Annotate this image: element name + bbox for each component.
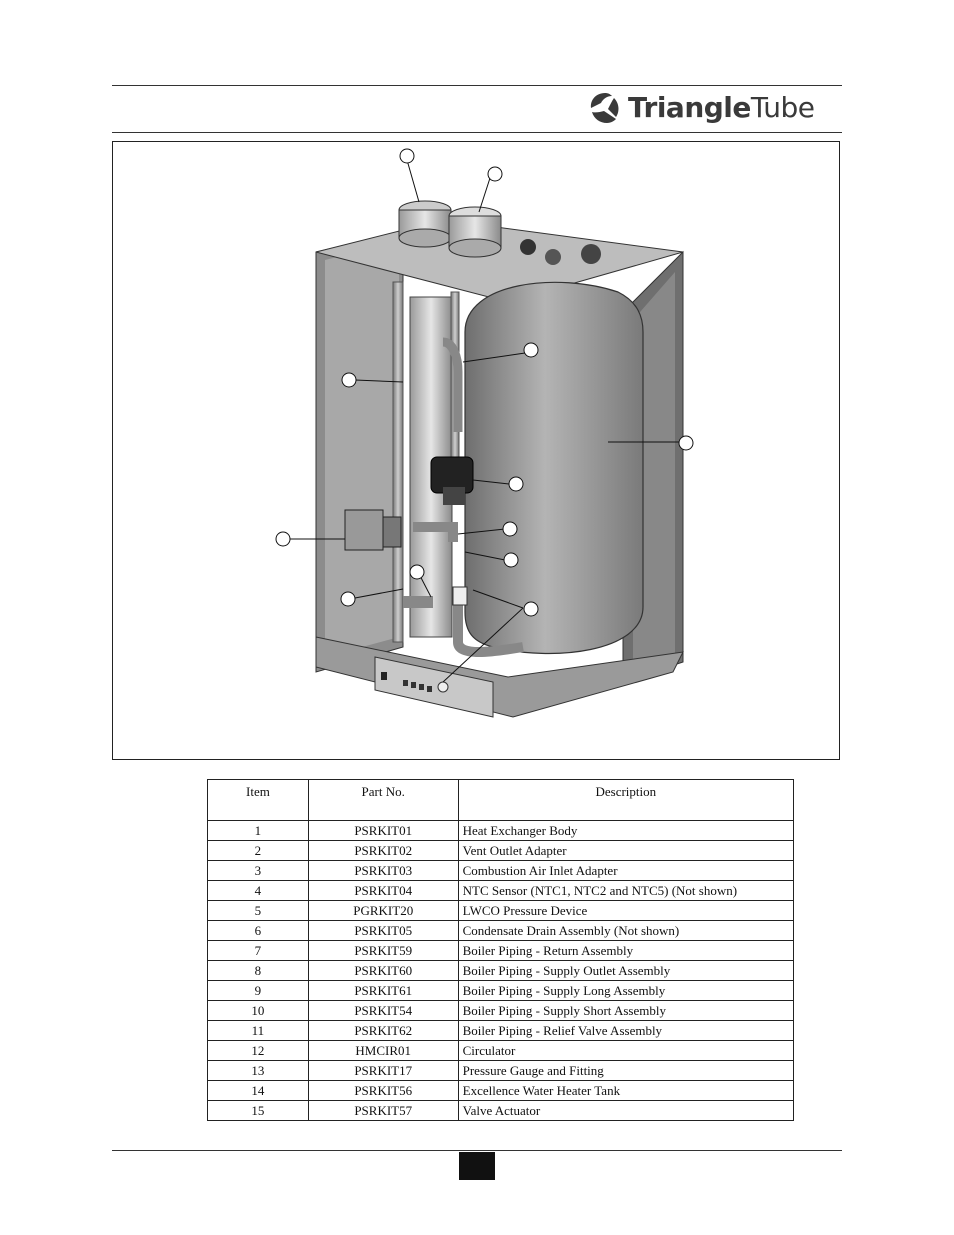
boiler-exploded-figure xyxy=(112,141,840,760)
parts-table xyxy=(207,779,794,1121)
cell-item: 12 xyxy=(208,1041,309,1061)
callout-circle xyxy=(509,477,523,491)
cell-item: 1 xyxy=(208,821,309,841)
return-pipe xyxy=(393,282,403,642)
callout-circle xyxy=(410,565,424,579)
cell-description: Boiler Piping - Supply Outlet Assembly xyxy=(458,961,793,981)
cell-item: 9 xyxy=(208,981,309,1001)
logo-wordmark xyxy=(628,90,815,126)
column-header-part-no: Part No. xyxy=(308,780,458,821)
water-heater-tank xyxy=(465,282,643,653)
cell-item: 10 xyxy=(208,1001,309,1021)
cell-description: Excellence Water Heater Tank xyxy=(458,1081,793,1101)
header-bottom-rule xyxy=(112,132,842,133)
air-inlet-adapter xyxy=(449,207,501,257)
table-row xyxy=(208,821,794,841)
cabinet-left-wall-inner xyxy=(325,242,399,657)
table-row xyxy=(208,961,794,981)
cell-part-no: PSRKIT17 xyxy=(308,1061,458,1081)
cell-part-no: PSRKIT59 xyxy=(308,941,458,961)
callout-circle xyxy=(524,602,538,616)
parts-table-header xyxy=(208,780,794,821)
cell-item: 4 xyxy=(208,881,309,901)
cell-part-no: PSRKIT01 xyxy=(308,821,458,841)
parts-table-body xyxy=(208,821,794,1121)
callout-circle xyxy=(504,553,518,567)
column-header-description: Description xyxy=(458,780,793,821)
logo-wordmark-bold: Triangle xyxy=(628,91,751,124)
cell-part-no: PSRKIT62 xyxy=(308,1021,458,1041)
callout-circle xyxy=(503,522,517,536)
table-row xyxy=(208,1021,794,1041)
cell-description: Valve Actuator xyxy=(458,1101,793,1121)
cell-item: 15 xyxy=(208,1101,309,1121)
cell-item: 5 xyxy=(208,901,309,921)
page-number-box xyxy=(459,1152,495,1180)
cell-part-no: PSRKIT05 xyxy=(308,921,458,941)
cell-description: NTC Sensor (NTC1, NTC2 and NTC5) (Not shown) xyxy=(458,881,793,901)
table-row xyxy=(208,921,794,941)
logo-wordmark-light: Tube xyxy=(750,91,815,124)
callout-circle xyxy=(342,373,356,387)
footer-rule xyxy=(112,1150,842,1151)
cell-description: Boiler Piping - Supply Short Assembly xyxy=(458,1001,793,1021)
cell-part-no: PGRKIT20 xyxy=(308,901,458,921)
cell-item: 2 xyxy=(208,841,309,861)
cell-description: Circulator xyxy=(458,1041,793,1061)
table-row xyxy=(208,1001,794,1021)
table-row xyxy=(208,841,794,861)
callout-circle xyxy=(400,149,414,163)
table-row xyxy=(208,1101,794,1121)
table-row xyxy=(208,901,794,921)
table-row xyxy=(208,861,794,881)
callout-circle xyxy=(341,592,355,606)
cell-item: 8 xyxy=(208,961,309,981)
cell-part-no: PSRKIT61 xyxy=(308,981,458,1001)
cell-item: 14 xyxy=(208,1081,309,1101)
table-row xyxy=(208,1041,794,1061)
cell-item: 7 xyxy=(208,941,309,961)
cell-description: Combustion Air Inlet Adapter xyxy=(458,861,793,881)
cell-description: Pressure Gauge and Fitting xyxy=(458,1061,793,1081)
triangle-tube-logo-icon xyxy=(588,91,622,125)
header-top-rule xyxy=(112,85,842,86)
cell-part-no: PSRKIT04 xyxy=(308,881,458,901)
cell-description: Boiler Piping - Relief Valve Assembly xyxy=(458,1021,793,1041)
callout-circle xyxy=(276,532,290,546)
callout-circle xyxy=(679,436,693,450)
cell-item: 13 xyxy=(208,1061,309,1081)
table-row xyxy=(208,981,794,1001)
cell-description: Boiler Piping - Return Assembly xyxy=(458,941,793,961)
cell-description: LWCO Pressure Device xyxy=(458,901,793,921)
cell-part-no: PSRKIT57 xyxy=(308,1101,458,1121)
cell-item: 11 xyxy=(208,1021,309,1041)
cell-part-no: HMCIR01 xyxy=(308,1041,458,1061)
cell-item: 3 xyxy=(208,861,309,881)
callout-circle xyxy=(524,343,538,357)
column-header-item: Item xyxy=(208,780,309,821)
boiler-illustration xyxy=(113,142,840,760)
cell-description: Heat Exchanger Body xyxy=(458,821,793,841)
table-row xyxy=(208,1081,794,1101)
cell-description: Condensate Drain Assembly (Not shown) xyxy=(458,921,793,941)
cell-part-no: PSRKIT03 xyxy=(308,861,458,881)
cell-part-no: PSRKIT60 xyxy=(308,961,458,981)
table-row xyxy=(208,1061,794,1081)
cell-part-no: PSRKIT56 xyxy=(308,1081,458,1101)
vent-outlet-adapter xyxy=(399,201,451,247)
callout-circle xyxy=(488,167,502,181)
cell-description: Vent Outlet Adapter xyxy=(458,841,793,861)
table-row xyxy=(208,941,794,961)
cell-description: Boiler Piping - Supply Long Assembly xyxy=(458,981,793,1001)
table-row xyxy=(208,881,794,901)
cell-item: 6 xyxy=(208,921,309,941)
cell-part-no: PSRKIT02 xyxy=(308,841,458,861)
cell-part-no: PSRKIT54 xyxy=(308,1001,458,1021)
triangle-tube-logo xyxy=(588,90,815,126)
